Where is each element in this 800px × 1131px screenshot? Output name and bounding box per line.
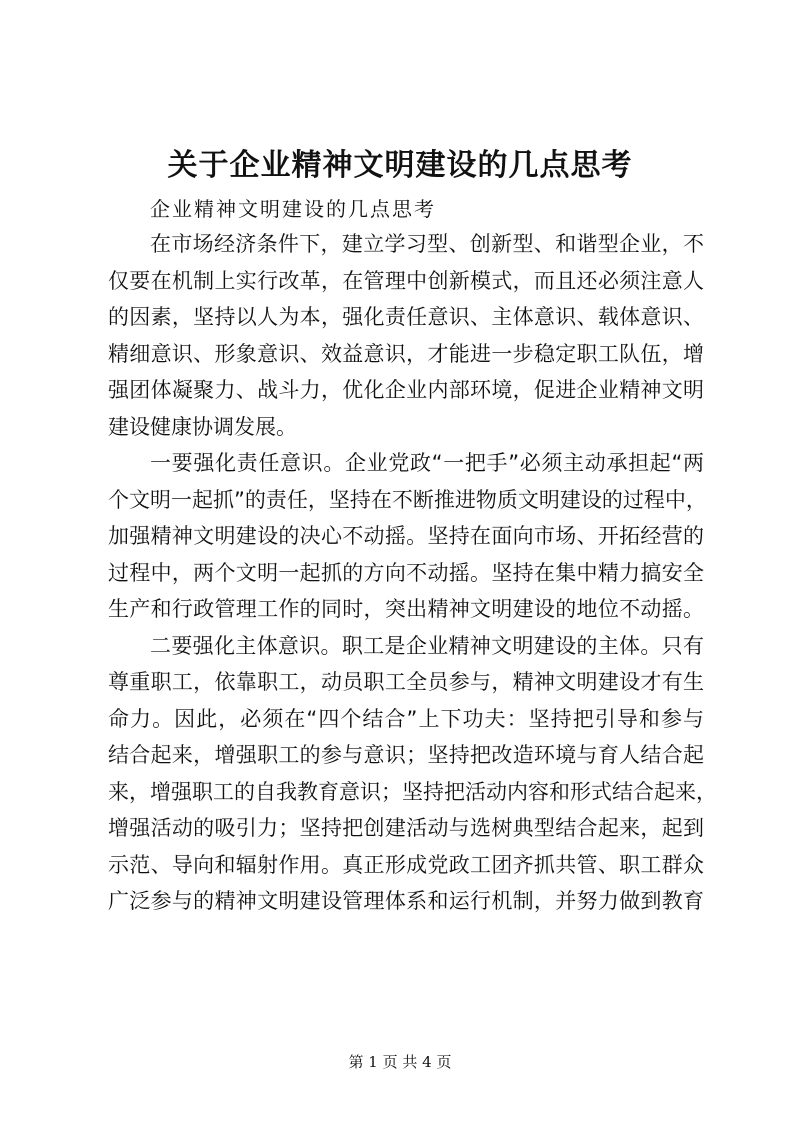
paragraph-1-line-6: 建设健康协调发展。 — [108, 414, 297, 439]
paragraph-3-line-5: 来，增强职工的自我教育意识；坚持把活动内容和形式结合起来， — [108, 779, 717, 804]
document-title: 关于企业精神文明建设的几点思考 — [167, 148, 633, 183]
paragraph-2-line-4: 过程中，两个文明一起抓的方向不动摇。坚持在集中精力搞安全 — [108, 560, 704, 585]
paragraph-1-line-2: 仅要在机制上实行改革，在管理中创新模式，而且还必须注意人 — [108, 268, 704, 293]
paragraph-1-line-5: 强团体凝聚力、战斗力，优化企业内部环境，促进企业精神文明 — [108, 378, 704, 402]
paragraph-3-line-3: 命力。因此，必须在“四个结合”上下功夫：坚持把引导和参与 — [108, 706, 704, 731]
paragraph-3-line-2: 尊重职工，依靠职工，动员职工全员参与，精神文明建设才有生 — [108, 670, 704, 694]
paragraph-3-line-1: 二要强化主体意识。职工是企业精神文明建设的主体。只有 — [150, 633, 704, 658]
paragraph-2-line-2: 个文明一起抓”的责任，坚持在不断推进物质文明建设的过程中， — [108, 487, 707, 512]
paragraph-3-line-6: 增强活动的吸引力；坚持把创建活动与选树典型结合起来，起到 — [108, 816, 704, 840]
document-subtitle: 企业精神文明建设的几点思考 — [150, 197, 436, 221]
paragraph-2-line-3: 加强精神文明建设的决心不动摇。坚持在面向市场、开拓经营的 — [108, 524, 704, 548]
paragraph-3-line-4: 结合起来，增强职工的参与意识；坚持把改造环境与育人结合起 — [108, 743, 704, 767]
paragraph-3-line-8: 广泛参与的精神文明建设管理体系和运行机制，并努力做到教育 — [108, 889, 704, 913]
paragraph-2-line-1: 一要强化责任意识。企业党政“一把手”必须主动承担起“两 — [150, 451, 704, 475]
paragraph-1-line-4: 精细意识、形象意识、效益意识，才能进一步稳定职工队伍，增 — [108, 341, 704, 366]
paragraph-1-line-1: 在市场经济条件下，建立学习型、创新型、和谐型企业，不 — [150, 232, 704, 256]
paragraph-3-line-7: 示范、导向和辐射作用。真正形成党政工团齐抓共管、职工群众 — [108, 852, 704, 877]
page-number-footer: 第 1 页 共 4 页 — [348, 1053, 452, 1071]
document-body — [108, 226, 717, 920]
paragraph-1-line-3: 的因素，坚持以人为本，强化责任意识、主体意识、载体意识、 — [108, 305, 704, 329]
paragraph-2-line-5: 生产和行政管理工作的同时，突出精神文明建设的地位不动摇。 — [108, 597, 704, 621]
